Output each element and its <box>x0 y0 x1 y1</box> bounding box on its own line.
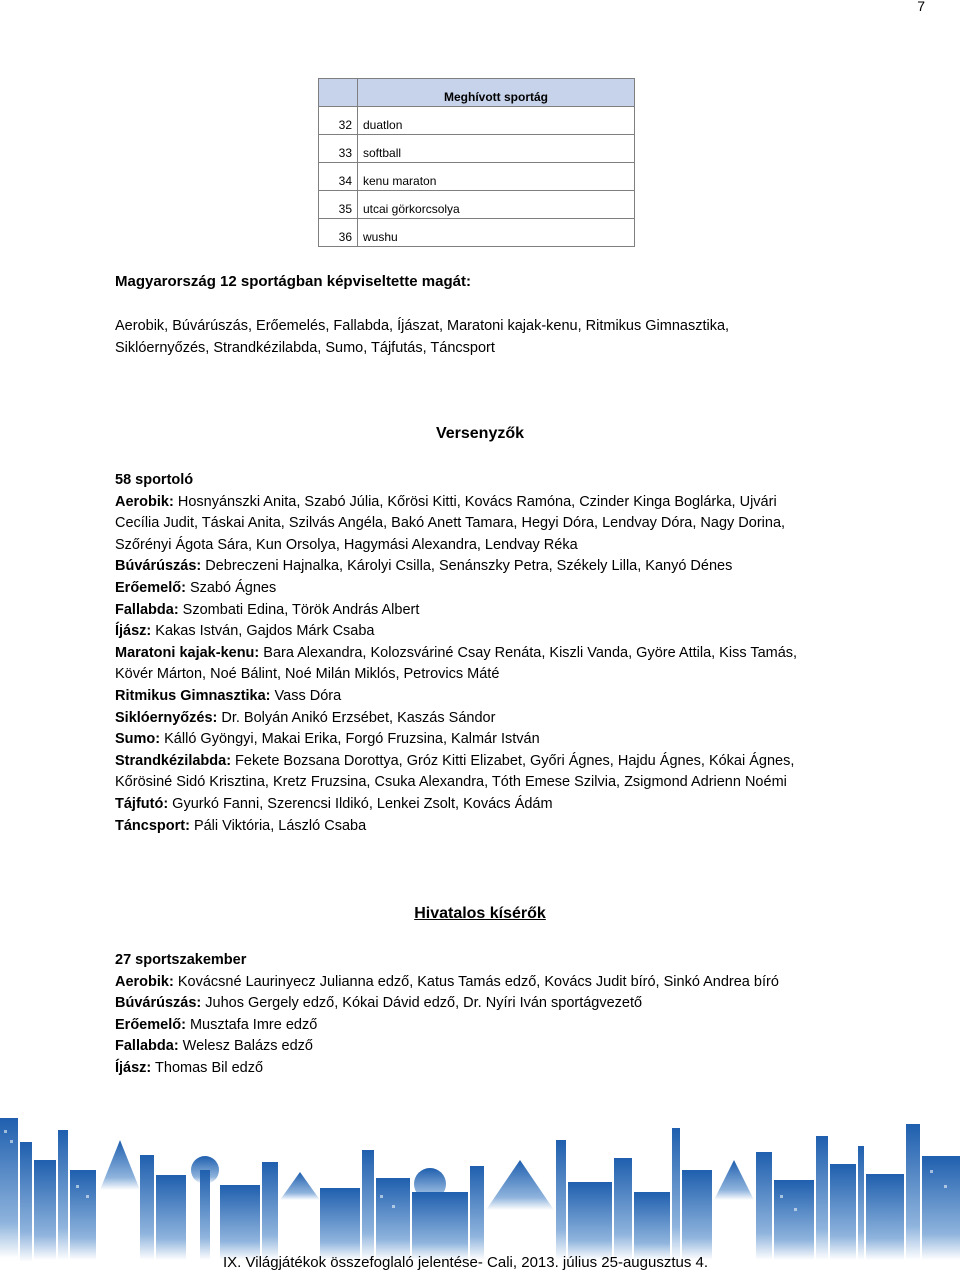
athletes-count: 58 sportoló <box>115 472 194 488</box>
table-row <box>319 107 635 135</box>
athletes-heading: Versenyzők <box>435 425 525 442</box>
names-text: Fekete Bozsana Dorottya, Gróz Kitti Elizabet, Győri Ágnes, Hajdu Ágnes, Kókai Ágnes, <box>231 752 795 769</box>
list-item <box>115 751 875 773</box>
sport-label: Erőemelő: <box>115 579 186 596</box>
list-item <box>115 664 875 686</box>
sports-list-line: Aerobik, Búvárúszás, Erőemelés, Fallabda, Íjászat, Maratoni kajak-kenu, Ritmikus Gimnasztika, <box>115 318 730 334</box>
names-text: Musztafa Imre edző <box>185 1016 318 1033</box>
list-item <box>115 643 875 665</box>
names-text: Kőrösiné Sidó Krisztina, Kretz Fruzsina, Csuka Alexandra, Tóth Emese Szilvia, Zsigmond Adrienn Noémi <box>115 774 787 791</box>
names-text: Debreczeni Hajnalka, Károlyi Csilla, Senánszky Petra, Székely Lilla, Kanyó Dénes <box>201 558 733 575</box>
sport-label: Ritmikus Gimnasztika: <box>115 687 271 704</box>
list-item <box>115 1015 875 1037</box>
list-item <box>115 686 875 708</box>
table-row <box>319 191 635 219</box>
list-item <box>115 621 875 643</box>
sport-label: Fallabda: <box>115 601 179 618</box>
row-number: 32 <box>319 107 358 135</box>
footer-report-title: IX. Világjátékok összefoglaló jelentése- Cali, 2013. július 25-augusztus 4. <box>223 1254 709 1271</box>
officials-list <box>115 950 875 1080</box>
names-text: Kövér Márton, Noé Bálint, Noé Milán Miklós, Petrovics Máté <box>115 666 500 683</box>
row-sport-name: wushu <box>358 219 635 247</box>
list-item <box>115 513 875 535</box>
sport-label: Sumo: <box>115 731 161 748</box>
names-text: Kakas István, Gajdos Márk Csaba <box>151 623 375 640</box>
sport-label: Búvárúszás: <box>115 558 202 575</box>
names-text: Szabó Ágnes <box>185 579 277 596</box>
athletes-list <box>115 470 875 837</box>
names-text: Welesz Balázs edző <box>178 1038 313 1055</box>
list-item <box>115 993 875 1015</box>
table-header-cell: Meghívott sportág <box>358 79 635 107</box>
sport-label: Táncsport: <box>115 817 190 834</box>
sport-label: Íjász: <box>115 1059 152 1076</box>
list-item <box>115 1036 875 1058</box>
list-item <box>115 729 875 751</box>
table-row <box>319 163 635 191</box>
sport-label: Fallabda: <box>115 1038 179 1055</box>
names-text: Juhos Gergely edző, Kókai Dávid edző, Dr. Nyíri Iván sportágvezető <box>201 995 643 1012</box>
row-sport-name: kenu maraton <box>358 163 635 191</box>
sports-list-line: Siklóernyőzés, Strandkézilabda, Sumo, Tájfutás, Táncsport <box>115 340 495 356</box>
city-skyline-illustration <box>0 1100 960 1275</box>
list-item <box>115 816 875 838</box>
names-text: Szőrényi Ágota Sára, Kun Orsolya, Hagymási Alexandra, Lendvay Réka <box>115 536 578 553</box>
list-item <box>115 535 875 557</box>
list-item <box>115 972 875 994</box>
hungary-section-title: Magyarország 12 sportágban képviseltette magát: <box>115 273 471 290</box>
names-text: Hosnyánszki Anita, Szabó Júlia, Kőrösi Kitti, Kovács Ramóna, Czinder Kinga Boglárka, Ujvári <box>173 493 777 510</box>
names-text: Kovácsné Laurinyecz Julianna edző, Katus Tamás edző, Kovács Judit bíró, Sinkó Andrea bíró <box>173 973 779 990</box>
row-number: 36 <box>319 219 358 247</box>
table-row <box>319 219 635 247</box>
row-sport-name: softball <box>358 135 635 163</box>
sport-label: Maratoni kajak-kenu: <box>115 644 260 661</box>
row-number: 33 <box>319 135 358 163</box>
list-item <box>115 556 875 578</box>
officials-heading: Hivatalos kísérők <box>414 905 546 922</box>
list-item <box>115 492 875 514</box>
table-header-row <box>319 79 635 107</box>
list-item <box>115 578 875 600</box>
row-sport-name: duatlon <box>358 107 635 135</box>
names-text: Vass Dóra <box>270 687 342 704</box>
table-row <box>319 135 635 163</box>
names-text: Kálló Gyöngyi, Makai Erika, Forgó Fruzsina, Kalmár István <box>160 731 540 748</box>
row-number: 34 <box>319 163 358 191</box>
list-item <box>115 794 875 816</box>
names-text: Páli Viktória, László Csaba <box>189 817 367 834</box>
names-text: Gyurkó Fanni, Szerencsi Ildikó, Lenkei Zsolt, Kovács Ádám <box>168 795 553 812</box>
hungary-sports-list <box>115 315 860 359</box>
names-text: Dr. Bolyán Anikó Erzsébet, Kaszás Sándor <box>217 709 496 726</box>
list-item <box>115 772 875 794</box>
names-text: Szombati Edina, Török András Albert <box>178 601 420 618</box>
sport-label: Íjász: <box>115 623 152 640</box>
sport-label: Búvárúszás: <box>115 995 202 1012</box>
sport-label: Siklóernyőzés: <box>115 709 218 726</box>
names-text: Thomas Bil edző <box>151 1059 264 1076</box>
officials-count: 27 sportszakember <box>115 952 247 968</box>
list-item <box>115 708 875 730</box>
list-item <box>115 1058 875 1080</box>
row-sport-name: utcai görkorcsolya <box>358 191 635 219</box>
table-header-empty-cell <box>319 79 358 107</box>
page-number: 7 <box>917 0 925 14</box>
list-item <box>115 600 875 622</box>
sport-label: Tájfutó: <box>115 795 169 812</box>
sport-label: Erőemelő: <box>115 1016 186 1033</box>
invited-sports-table <box>318 78 635 247</box>
sport-label: Aerobik: <box>115 973 174 990</box>
row-number: 35 <box>319 191 358 219</box>
sport-label: Aerobik: <box>115 493 174 510</box>
sport-label: Strandkézilabda: <box>115 752 232 769</box>
names-text: Bara Alexandra, Kolozsváriné Csay Renáta, Kiszli Vanda, Györe Attila, Kiss Tamás, <box>259 644 798 661</box>
names-text: Cecília Judit, Táskai Anita, Szilvás Angéla, Bakó Anett Tamara, Hegyi Dóra, Lendvay Dóra, Nagy Dorina, <box>115 515 786 532</box>
